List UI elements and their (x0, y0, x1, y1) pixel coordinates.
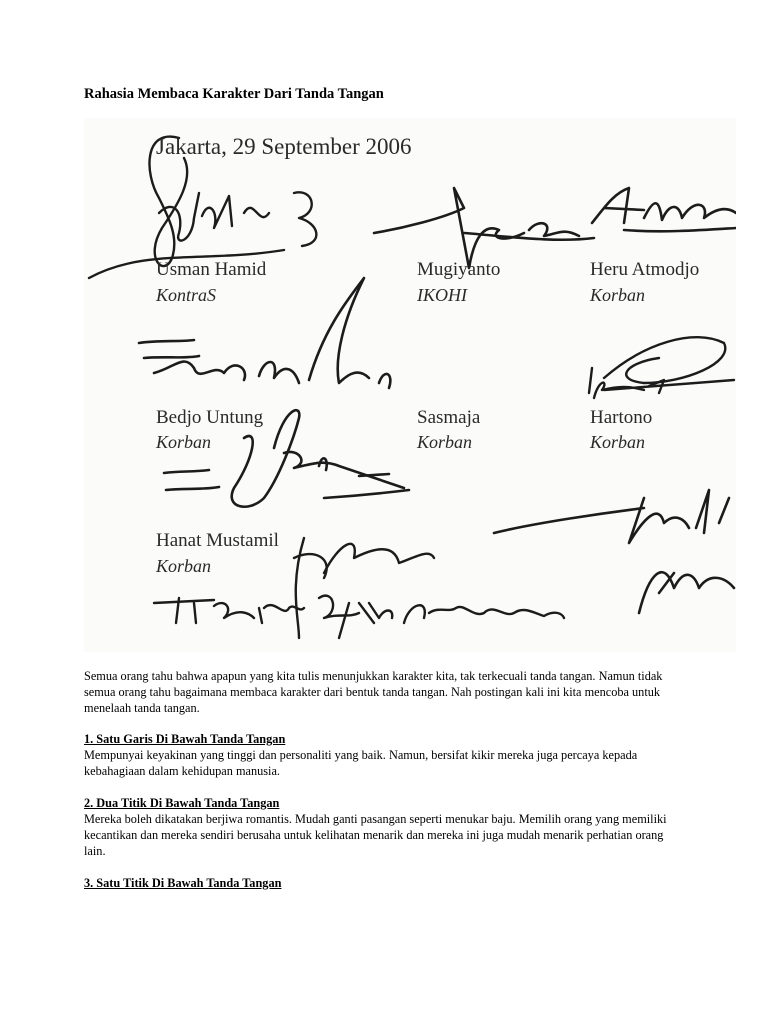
signatory-role: IKOHI (417, 285, 467, 305)
signature-heru-atmodjo (592, 188, 736, 231)
signature-mugiyanto (374, 188, 594, 268)
signatory-name: Hanat Mustamil (156, 530, 279, 551)
signatory-name: Bedjo Untung (156, 407, 264, 428)
signatory-name: Usman Hamid (156, 259, 267, 280)
section-heading: 1. Satu Garis Di Bawah Tanda Tangan (84, 732, 286, 746)
intro-paragraph: Semua orang tahu bahwa apapun yang kita tulis menunjukkan karakter kita, tak terkecuali tanda tangan. Namun tidak semua orang tahu bagaimana membaca karakter dari bentuk tanda tangan. Nah postingan kali ini kita mencoba untuk menelaah tanda tangan. (84, 669, 663, 715)
signatory-name: Mugiyanto (417, 259, 501, 280)
signature-cut-right (494, 490, 734, 613)
signatory-role: Korban (156, 432, 212, 452)
section-heading: 2. Dua Titik Di Bawah Tanda Tangan (84, 796, 280, 810)
signatory-role: KontraS (156, 285, 217, 305)
article-body (84, 668, 684, 891)
page-title: Rahasia Membaca Karakter Dari Tanda Tangan (84, 86, 384, 102)
signatory-role: Korban (156, 556, 212, 576)
scan-date-line: Jakarta, 29 September 2006 (156, 134, 412, 159)
signatory-role: Korban (590, 432, 646, 452)
signature-tjasman (154, 538, 564, 638)
section-text: Mempunyai keyakinan yang tinggi dan personaliti yang baik. Namun, bersifat kikir mereka juga percaya kepada kebahagiaan dalam kehidupan manusia. (84, 748, 638, 778)
signature-hartono (589, 337, 734, 398)
signatory-name: Heru Atmodjo (590, 259, 700, 280)
signature-scan-image (84, 118, 736, 652)
section-text: Mereka boleh dikatakan berjiwa romantis. Mudah ganti pasangan seperti menukar baju. Memilih orang yang memiliki kecantikan dan mereka sendiri berusaha untuk kelihatan menarik dan mereka ini juga mudah menarik perhatian orang lain. (84, 812, 667, 858)
signatory-name: Hartono (590, 407, 653, 428)
signatory-role: Korban (417, 432, 473, 452)
signatory-role: Korban (590, 285, 646, 305)
signatory-name: Sasmaja (417, 407, 481, 428)
section-heading: 3. Satu Titik Di Bawah Tanda Tangan (84, 876, 282, 890)
